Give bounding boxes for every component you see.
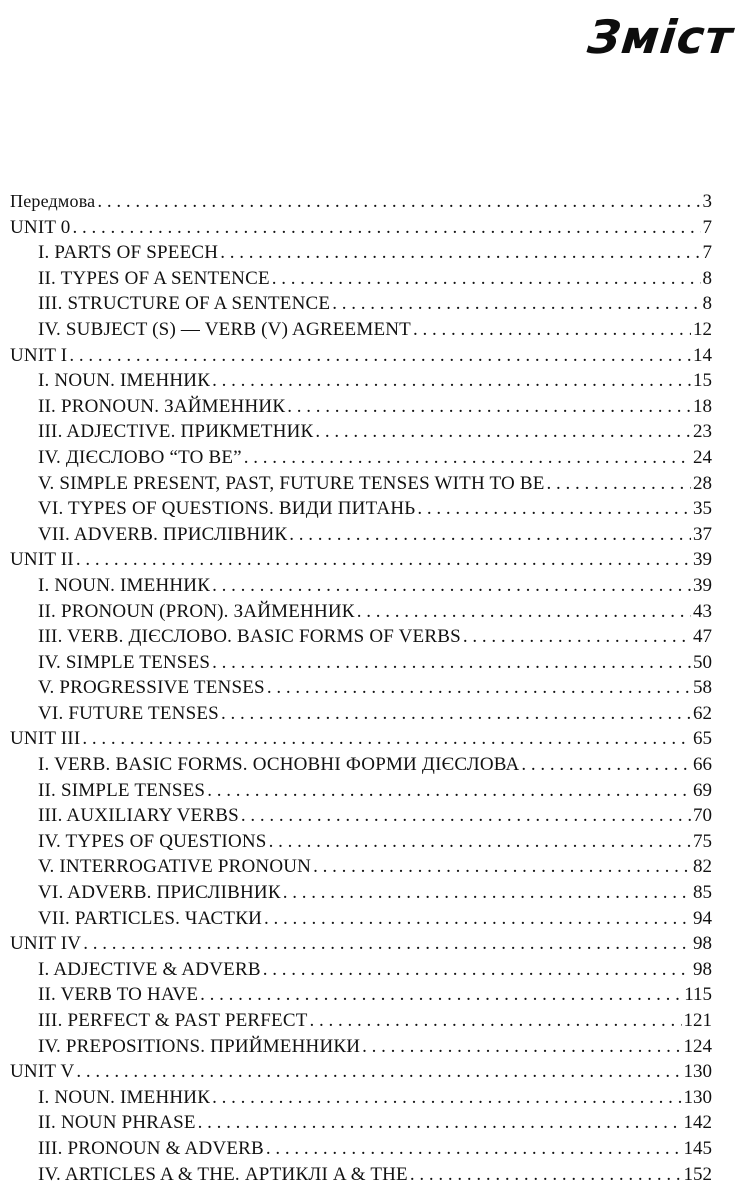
dot-leader — [76, 1059, 681, 1085]
toc-entry-page-number: 14 — [693, 344, 712, 366]
toc-entry-title: IV. ARTICLES A & THE. АРТИКЛІ A & THE — [38, 1163, 408, 1185]
toc-entry-page-number: 124 — [683, 1035, 712, 1057]
dot-leader — [547, 471, 691, 497]
toc-entry-page-number: 85 — [693, 882, 712, 904]
toc-entry-page-number: 39 — [693, 574, 712, 596]
dot-leader — [310, 1008, 682, 1034]
toc-entry-title: UNIT I — [10, 344, 68, 366]
toc-entry-title: II. VERB TO HAVE — [38, 984, 199, 1006]
toc-entry-title: VII. PARTICLES. ЧАСТКИ — [38, 907, 263, 929]
dot-leader — [272, 266, 701, 292]
dot-leader — [417, 496, 691, 522]
toc-section-entry — [10, 701, 712, 727]
toc-entry-page-number: 130 — [683, 1061, 712, 1083]
toc-entry-title: III. ADJECTIVE. ПРИКМЕТНИК — [38, 421, 314, 443]
dot-leader — [221, 701, 691, 727]
toc-section-entry — [10, 778, 712, 804]
toc-entry-title: IV. ДІЄСЛОВО “TO BE” — [38, 446, 242, 468]
toc-entry-page-number: 24 — [693, 446, 712, 468]
toc-section-entry — [10, 803, 712, 829]
toc-entry-page-number: 121 — [683, 1010, 712, 1031]
dot-leader — [241, 803, 691, 829]
toc-entry-title: UNIT 0 — [10, 216, 71, 238]
toc-section-entry — [10, 573, 712, 599]
toc-entry-page-number: 70 — [693, 805, 712, 827]
toc-entry-page-number: 65 — [693, 728, 712, 750]
toc-section-entry — [10, 291, 712, 317]
toc-entry-title: III. VERB. ДІЄСЛОВО. BASIC FORMS OF VERBS — [38, 626, 461, 648]
toc-section-entry — [10, 394, 712, 420]
toc-entry-page-number: 37 — [693, 523, 712, 545]
toc-entry-page-number: 39 — [693, 549, 712, 571]
toc-entry-page-number: 43 — [693, 600, 712, 622]
toc-entry-page-number: 50 — [693, 651, 712, 673]
dot-leader — [97, 189, 700, 215]
toc-entry-title: I. NOUN. ІМЕННИК — [38, 1086, 211, 1108]
dot-leader — [200, 982, 682, 1008]
dot-leader — [82, 726, 691, 752]
dot-leader — [212, 650, 691, 676]
toc-entry-page-number: 8 — [702, 267, 712, 289]
toc-entry-title: I. NOUN. ІМЕННИК — [38, 370, 211, 392]
toc-entry-title: II. TYPES OF A SENTENCE — [38, 267, 270, 289]
toc-section-entry — [10, 496, 712, 522]
toc-unit-entry — [10, 726, 712, 752]
toc-entry-page-number: 145 — [683, 1137, 712, 1159]
toc-entry-title: III. STRUCTURE OF A SENTENCE — [38, 293, 331, 315]
toc-entry-title: IV. SUBJECT (S) — VERB (V) AGREEMENT — [38, 318, 411, 340]
toc-entry-page-number: 28 — [693, 472, 712, 494]
toc-entry-title: IV. SIMPLE TENSES — [38, 651, 211, 673]
toc-entry-page-number: 75 — [693, 830, 712, 852]
toc-section-entry — [10, 982, 712, 1008]
toc-entry-page-number: 18 — [693, 395, 712, 417]
dot-leader — [332, 291, 700, 317]
toc-unit-entry — [10, 215, 712, 241]
toc-entry-title: UNIT V — [10, 1061, 75, 1083]
dot-leader — [198, 1110, 682, 1136]
toc-section-entry — [10, 906, 712, 932]
toc-entry-page-number: 94 — [693, 907, 712, 929]
dot-leader — [463, 624, 691, 650]
toc-entry-page-number: 82 — [693, 856, 712, 878]
toc-entry-title: VII. ADVERB. ПРИСЛІВНИК — [38, 523, 288, 545]
toc-section-entry — [10, 471, 712, 497]
dot-leader — [267, 675, 691, 701]
toc-section-entry — [10, 829, 712, 855]
toc-entry-page-number: 23 — [693, 421, 712, 443]
toc-unit-entry — [10, 1059, 712, 1085]
toc-entry-title: V. PROGRESSIVE TENSES — [38, 677, 265, 699]
toc-entry-page-number: 15 — [693, 370, 712, 392]
toc-entry-page-number: 12 — [693, 318, 712, 340]
toc-unit-entry — [10, 343, 712, 369]
dot-leader — [83, 931, 691, 957]
toc-section-entry — [10, 1034, 712, 1060]
dot-leader — [269, 829, 691, 855]
dot-leader — [521, 752, 691, 778]
toc-entry-page-number: 98 — [693, 933, 712, 955]
toc-section-entry — [10, 599, 712, 625]
toc-section-entry — [10, 1162, 712, 1188]
toc-section-entry — [10, 1085, 712, 1111]
dot-leader — [413, 317, 691, 343]
toc-entry-page-number: 98 — [693, 958, 712, 980]
toc-section-entry — [10, 854, 712, 880]
toc-entry-page-number: 7 — [702, 216, 712, 238]
toc-entry-page-number: 115 — [684, 984, 712, 1006]
toc-entry-title: III. PERFECT & PAST PERFECT — [38, 1010, 308, 1031]
toc-entry-page-number: 62 — [693, 702, 712, 724]
dot-leader — [287, 394, 691, 420]
dot-leader — [212, 1085, 681, 1111]
toc-entry-title: VI. FUTURE TENSES — [38, 702, 219, 724]
toc-section-entry — [10, 522, 712, 548]
toc-unit-entry — [10, 189, 712, 215]
dot-leader — [72, 215, 700, 241]
toc-entry-title: II. SIMPLE TENSES — [38, 779, 206, 801]
dot-leader — [357, 599, 691, 625]
toc-unit-entry — [10, 931, 712, 957]
toc-section-entry — [10, 1110, 712, 1136]
toc-section-entry — [10, 1136, 712, 1162]
dot-leader — [212, 368, 691, 394]
toc-entry-title: I. ADJECTIVE & ADVERB — [38, 958, 261, 980]
toc-entry-title: II. PRONOUN (PRON). ЗАЙМЕННИК — [38, 600, 355, 622]
toc-entry-title: I. VERB. BASIC FORMS. ОСНОВНІ ФОРМИ ДІЄСЛОВА — [38, 754, 520, 776]
toc-entry-title: II. NOUN PHRASE — [38, 1112, 196, 1134]
toc-unit-entry — [10, 547, 712, 573]
toc-section-entry — [10, 957, 712, 983]
toc-section-entry — [10, 368, 712, 394]
toc-section-entry — [10, 880, 712, 906]
dot-leader — [283, 880, 691, 906]
toc-entry-title: V. INTERROGATIVE PRONOUN — [38, 856, 312, 878]
dot-leader — [410, 1162, 682, 1188]
toc-entry-title: II. PRONOUN. ЗАЙМЕННИК — [38, 395, 286, 417]
toc-section-entry — [10, 240, 712, 266]
dot-leader — [76, 547, 691, 573]
toc-entry-title: V. SIMPLE PRESENT, PAST, FUTURE TENSES WITH TO BE — [38, 472, 545, 494]
toc-entry-title: UNIT II — [10, 549, 74, 571]
dot-leader — [289, 522, 691, 548]
toc-entry-page-number: 66 — [693, 754, 712, 776]
toc-entry-title: VI. TYPES OF QUESTIONS. ВИДИ ПИТАНЬ — [38, 498, 416, 520]
toc-entry-title: VI. ADVERB. ПРИСЛІВНИК — [38, 882, 281, 904]
toc-entry-title: III. AUXILIARY VERBS — [38, 805, 239, 827]
toc-entry-page-number: 3 — [702, 191, 712, 212]
dot-leader — [220, 240, 700, 266]
toc-entry-title: UNIT IV — [10, 933, 82, 955]
page-title: Зміст — [585, 10, 736, 64]
toc-entry-title: III. PRONOUN & ADVERB — [38, 1137, 264, 1159]
toc-entry-page-number: 58 — [693, 677, 712, 699]
toc-entry-title: I. NOUN. ІМЕННИК — [38, 574, 211, 596]
dot-leader — [207, 778, 691, 804]
toc-section-entry — [10, 445, 712, 471]
dot-leader — [263, 957, 691, 983]
dot-leader — [313, 854, 691, 880]
toc-section-entry — [10, 266, 712, 292]
toc-section-entry — [10, 752, 712, 778]
dot-leader — [362, 1034, 681, 1060]
toc-entry-page-number: 152 — [683, 1163, 712, 1185]
table-of-contents — [10, 189, 712, 1187]
dot-leader — [244, 445, 691, 471]
toc-entry-page-number: 130 — [683, 1086, 712, 1108]
toc-section-entry — [10, 675, 712, 701]
toc-entry-title: Передмова — [10, 191, 96, 211]
toc-entry-page-number: 7 — [702, 242, 712, 264]
toc-entry-page-number: 47 — [693, 626, 712, 648]
toc-section-entry — [10, 317, 712, 343]
toc-entry-page-number: 69 — [693, 779, 712, 801]
toc-entry-title: IV. PREPOSITIONS. ПРИЙМЕННИКИ — [38, 1035, 361, 1057]
toc-entry-title: I. PARTS OF SPEECH — [38, 242, 219, 264]
toc-entry-title: IV. TYPES OF QUESTIONS — [38, 830, 267, 852]
toc-entry-page-number: 142 — [683, 1112, 712, 1134]
toc-section-entry — [10, 1008, 712, 1034]
toc-entry-title: UNIT III — [10, 728, 81, 750]
dot-leader — [264, 906, 691, 932]
toc-section-entry — [10, 419, 712, 445]
dot-leader — [315, 419, 691, 445]
toc-section-entry — [10, 624, 712, 650]
dot-leader — [266, 1136, 682, 1162]
toc-entry-page-number: 8 — [702, 293, 712, 315]
toc-entry-page-number: 35 — [693, 498, 712, 520]
dot-leader — [69, 343, 691, 369]
dot-leader — [212, 573, 691, 599]
toc-section-entry — [10, 650, 712, 676]
